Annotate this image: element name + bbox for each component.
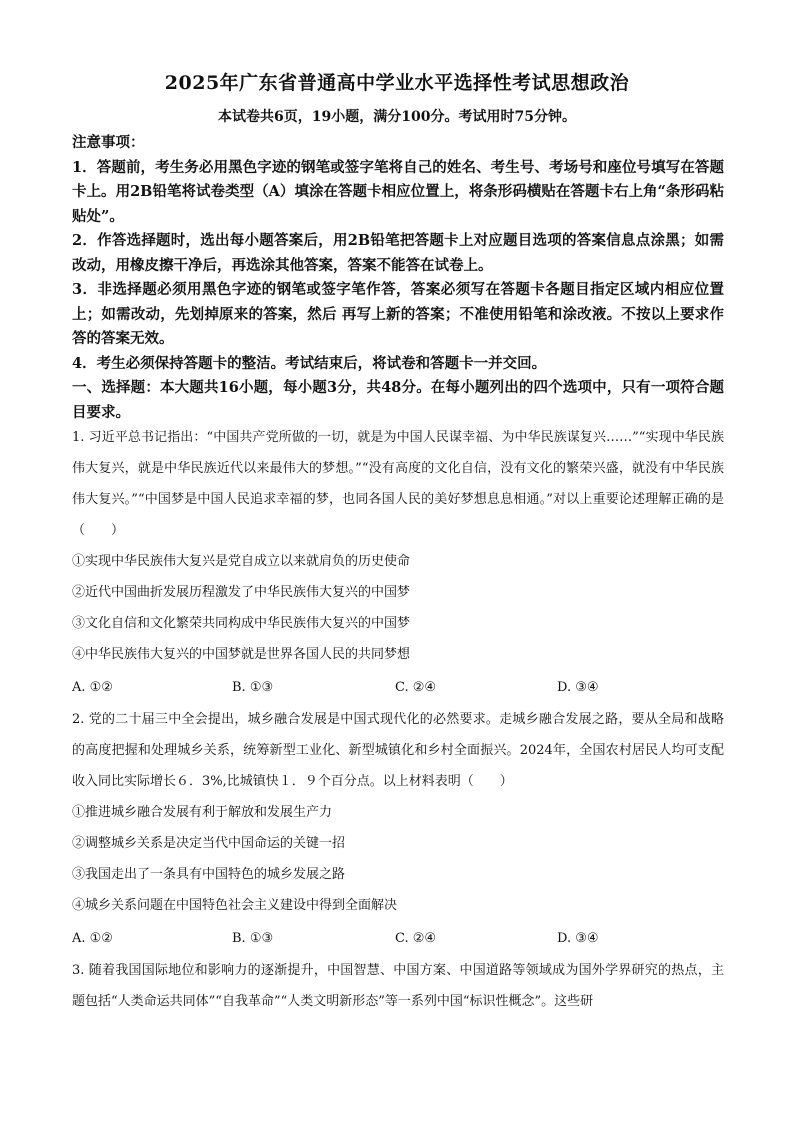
question-1-statement-4: ④中华民族伟大复兴的中国梦就是世界各国人民的共同梦想 [72,647,411,662]
question-2-statement-2: ②调整城乡关系是决定当代中国命运的关键一招 [72,836,346,851]
question-1-statement-1: ①实现中华民族伟大复兴是党自成立以来就肩负的历史使命 [72,554,411,569]
question-2-option-b: B. ①③ [232,931,274,946]
question-1-options [72,672,724,703]
instruction-item-3: 3．非选择题必须用黑色字迹的钢笔或签字笔作答，答案必须写在答题卡各题目指定区域内相应位置上；如需改动，先划掉原来的答案，然后 再写上新的答案；不准使用铅笔和涂改液。不按以上要求作答的答案无效。 [72,281,724,347]
question-1-option-d: D. ③④ [557,680,599,695]
question-1-option-a: A. ①② [72,680,113,695]
question-2-statement-1: ①推进城乡融合发展有利于解放和发展生产力 [72,805,333,820]
question-2 [72,704,724,921]
question-2-option-c: C. ②④ [395,931,437,946]
instructions [72,131,724,425]
instruction-item-1: 1．答题前，考生务必用黑色字迹的钢笔或签字笔将自己的姓名、考生号、考场号和座位号填写在答题卡上。用2B铅笔将试卷类型（A）填涂在答题卡相应位置上，将条形码横贴在答题卡右上角“条形码粘贴处”。 [72,158,724,225]
question-2-options [72,923,724,954]
question-1-stem: 1. 习近平总书记指出：“中国共产党所做的一切，就是为中国人民谋幸福、为中华民族谋复兴……”“实现中华民族伟大复兴，就是中华民族近代以来最伟大的梦想。”“没有高度的文化自信，没有文化的繁荣兴盛，就没有中华民族伟大复兴。”“中国梦是中国人民追求幸福的梦，也同各国人民的美好梦想息息相通。”对以上重要论述理解正确的是（ ） [72,430,724,538]
question-2-option-a: A. ①② [72,931,113,946]
exam-subtitle: 本试卷共6页，19小题，满分100分。考试用时75分钟。 [218,109,576,125]
question-2-statement-3: ③我国走出了一条具有中国特色的城乡发展之路 [72,867,346,882]
question-2-statement-4: ④城乡关系问题在中国特色社会主义建设中得到全面解决 [72,898,398,913]
question-1-option-c: C. ②④ [395,680,437,695]
instruction-item-2: 2．作答选择题时，选出每小题答案后，用2B铅笔把答题卡上对应题目选项的答案信息点涂黑；如需改动，用橡皮擦干净后，再选涂其他答案，答案不能答在试卷上。 [72,232,724,274]
section-1-heading: 一、选择题：本大题共16小题，每小题3分，共48分。在每小题列出的四个选项中，只有一项符合题目要求。 [72,379,724,421]
question-3-stem: 3. 随着我国国际地位和影响力的逐渐提升，中国智慧、中国方案、中国道路等领域成为国外学界研究的热点，主题包括“人类命运共同体”“自我革命”“人类文明新形态”等一系列中国“标识性概念”。这些研 [72,963,724,1009]
exam-title: 2025年广东省普通高中学业水平选择性考试思想政治 [164,72,630,94]
instructions-heading: 注意事项： [72,134,145,151]
question-1 [72,422,724,670]
question-3 [72,955,724,1017]
question-2-option-d: D. ③④ [557,931,599,946]
question-1-statement-3: ③文化自信和文化繁荣共同构成中华民族伟大复兴的中国梦 [72,616,411,631]
question-1-option-b: B. ①③ [232,680,274,695]
question-1-statement-2: ②近代中国曲折发展历程激发了中华民族伟大复兴的中国梦 [72,585,411,600]
instruction-item-4: 4．考生必须保持答题卡的整洁。考试结束后，将试卷和答题卡一并交回。 [72,354,547,372]
question-2-stem: 2. 党的二十届三中全会提出，城乡融合发展是中国式现代化的必然要求。走城乡融合发展之路，要从全局和战略的高度把握和处理城乡关系，统筹新型工业化、新型城镇化和乡村全面振兴。2024年，全国农村居民人均可支配收入同比实际增长６．3%,比城镇快１．９个百分点。以上材料表明（ ） [72,712,724,789]
